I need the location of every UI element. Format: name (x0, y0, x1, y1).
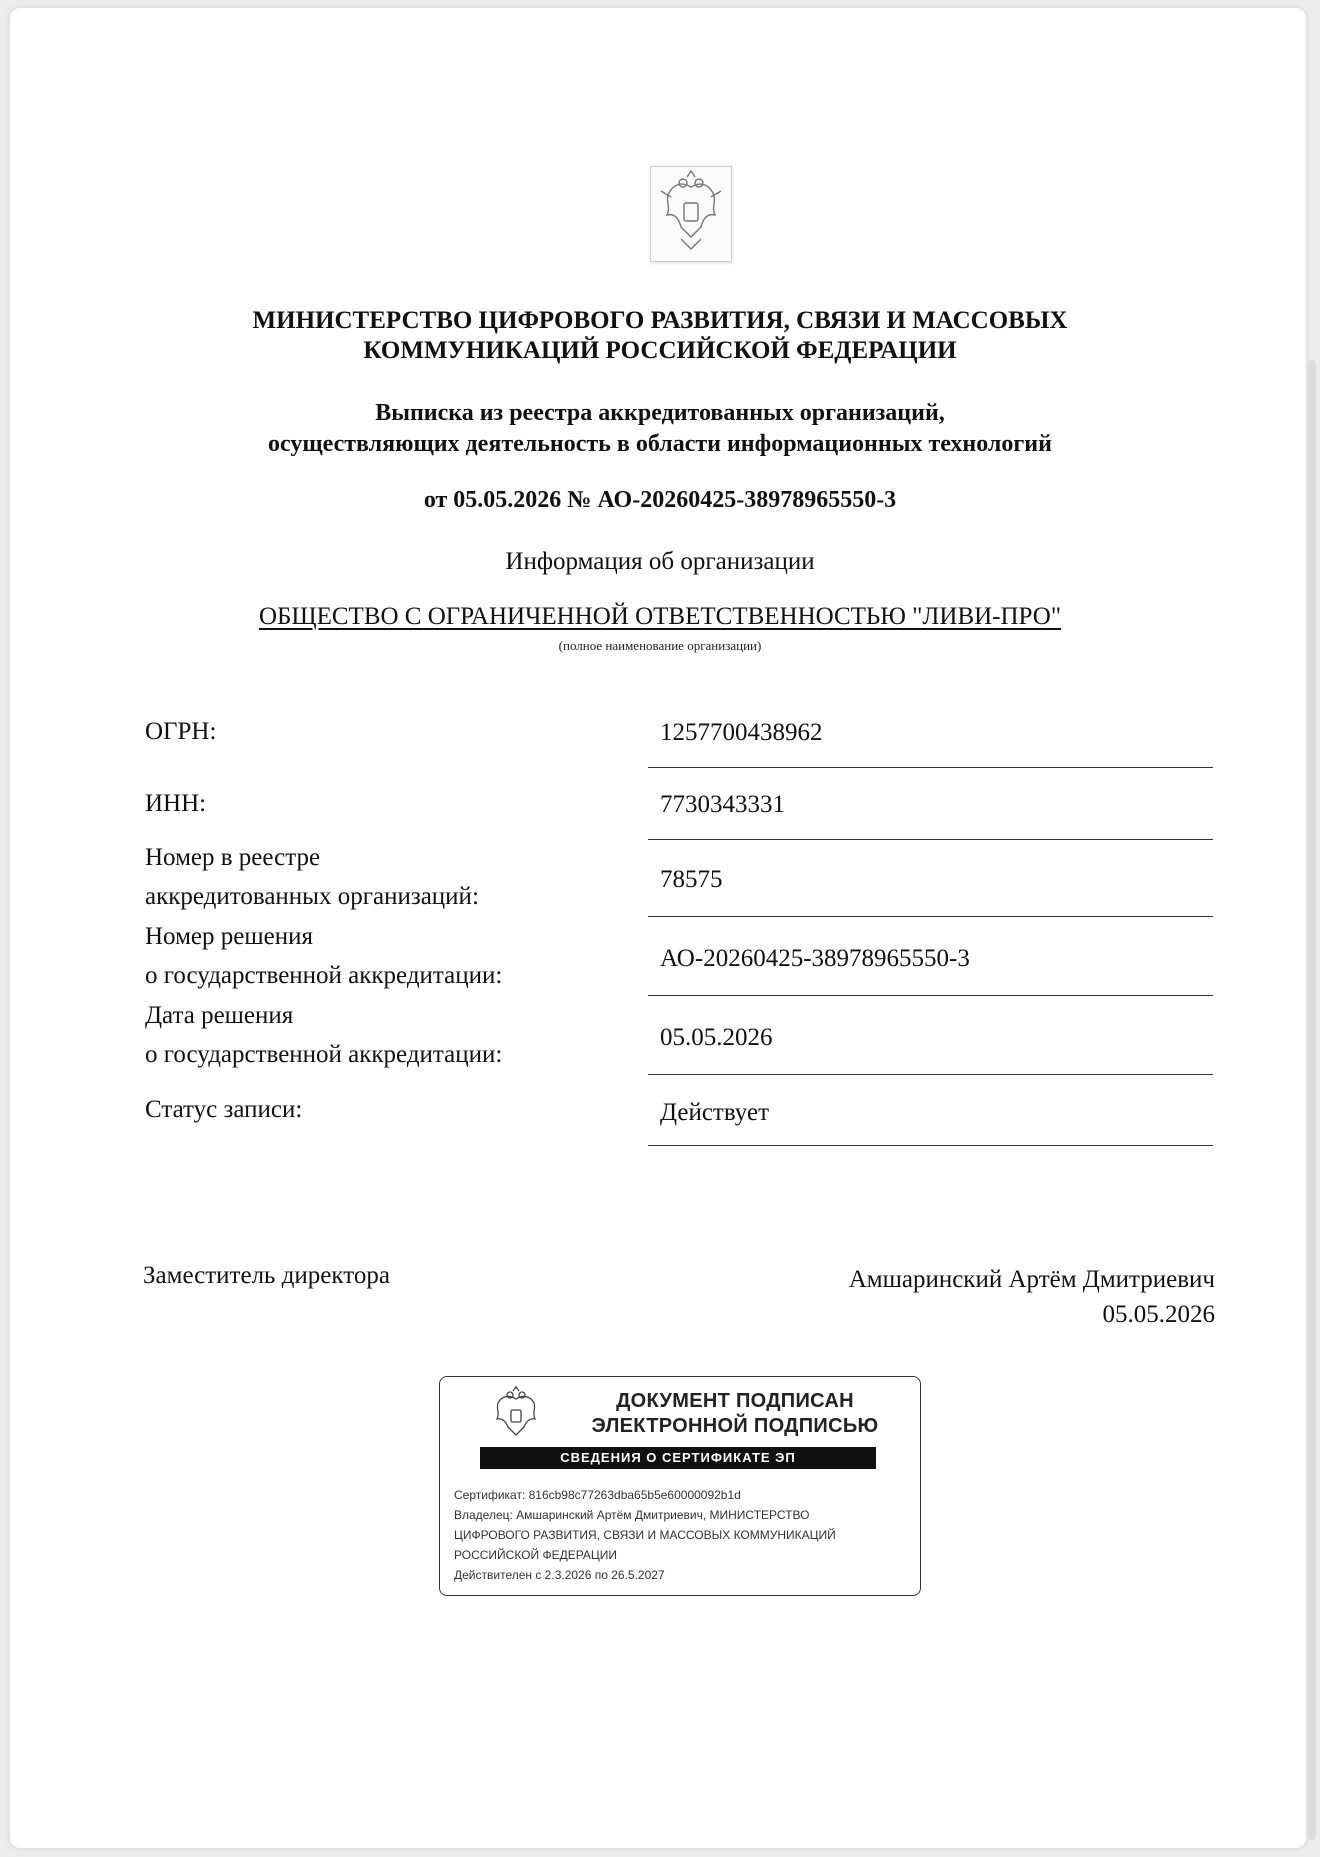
signature-date: 05.05.2026 (1102, 1301, 1215, 1328)
field-label: ИНН: (145, 790, 207, 817)
field-underline (648, 995, 1213, 996)
field-underline (648, 1145, 1213, 1146)
signatory-name: Амшаринский Артём Дмитриевич (848, 1266, 1215, 1293)
field-label: Номер решения (145, 923, 313, 950)
field-label: Статус записи: (145, 1096, 303, 1123)
field-underline (648, 767, 1213, 768)
field-label: Номер в реестре (145, 844, 321, 871)
document-number: от 05.05.2026 № АО-20260425-38978965550-3 (423, 487, 897, 513)
field-label: о государственной аккредитации: (145, 1041, 503, 1068)
field-value: АО-20260425-38978965550-3 (660, 945, 970, 972)
field-label: о государственной аккредитации: (145, 962, 503, 989)
stamp-owner-line-2: ЦИФРОВОГО РАЗВИТИЯ, СВЯЗИ И МАССОВЫХ КОММУНИКАЦИЙ (454, 1528, 836, 1542)
field-underline (648, 916, 1213, 917)
title-line-1: Выписка из реестра аккредитованных организаций, (375, 400, 945, 426)
field-value: 05.05.2026 (660, 1024, 773, 1051)
title-line-2: осуществляющих деятельность в области информационных технологий (268, 431, 1052, 457)
field-underline (648, 1074, 1213, 1075)
org-full-name-caption: (полное наименование организации) (558, 638, 762, 653)
coat-of-arms-icon (650, 166, 732, 262)
stamp-certificate-id: Сертификат: 816cb98c77263dba65b5e60000092b1d (454, 1488, 741, 1502)
ministry-name (0, 306, 1320, 366)
scrollbar[interactable] (1308, 360, 1316, 1840)
stamp-owner-line-1: Владелец: Амшаринский Артём Дмитриевич, МИНИСТЕРСТВО (454, 1508, 810, 1522)
stamp-validity: Действителен с 2.3.2026 по 26.5.2027 (454, 1568, 665, 1582)
stamp-title-line-1: ДОКУМЕНТ ПОДПИСАН (616, 1390, 854, 1412)
field-value: 78575 (660, 866, 723, 893)
field-value: 1257700438962 (660, 719, 823, 746)
field-value: 7730343331 (660, 791, 785, 818)
stamp-owner-line-3: РОССИЙСКОЙ ФЕДЕРАЦИИ (454, 1548, 618, 1562)
signatory-block (849, 1262, 1215, 1332)
field-label: ОГРН: (145, 718, 217, 745)
field-underline (648, 839, 1213, 840)
org-info-heading: Информация об организации (505, 548, 815, 575)
stamp-certificate-info (454, 1485, 894, 1585)
electronic-signature-stamp (439, 1376, 921, 1596)
stamp-title (565, 1389, 905, 1439)
org-full-name: ОБЩЕСТВО С ОГРАНИЧЕННОЙ ОТВЕТСТВЕННОСТЬЮ "ЛИВИ-ПРО" (258, 603, 1062, 630)
field-label: Дата решения (145, 1002, 294, 1029)
stamp-coat-of-arms-icon (488, 1385, 544, 1445)
document-title (0, 398, 1320, 460)
stamp-title-line-2: ЭЛЕКТРОННОЙ ПОДПИСЬЮ (591, 1415, 879, 1437)
field-value: Действует (660, 1099, 769, 1126)
stamp-certificate-bar: СВЕДЕНИЯ О СЕРТИФИКАТЕ ЭП (480, 1447, 876, 1469)
ministry-line-1: МИНИСТЕРСТВО ЦИФРОВОГО РАЗВИТИЯ, СВЯЗИ И МАССОВЫХ (252, 307, 1068, 334)
signatory-position: Заместитель директора (143, 1262, 390, 1289)
field-label: аккредитованных организаций: (145, 883, 479, 910)
ministry-line-2: КОММУНИКАЦИЙ РОССИЙСКОЙ ФЕДЕРАЦИИ (363, 337, 957, 364)
